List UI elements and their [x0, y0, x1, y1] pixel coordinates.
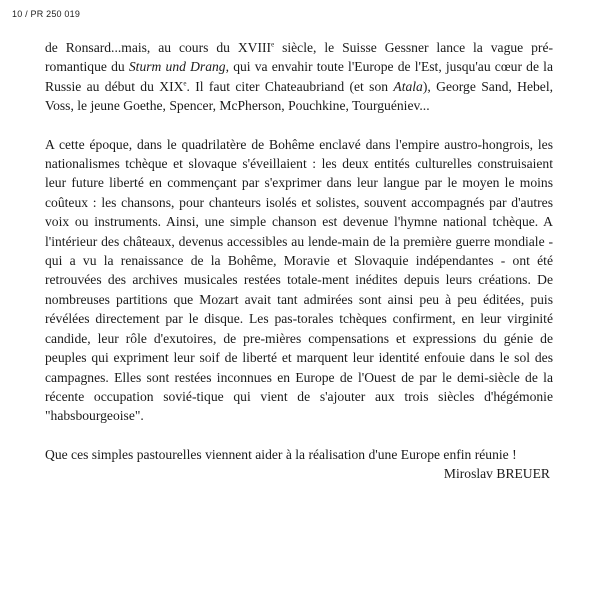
italic-title: Atala — [393, 78, 423, 94]
page-code: 10 / PR 250 019 — [12, 9, 81, 19]
text-segment: de Ronsard...mais, au cours du XVIII — [45, 40, 272, 55]
text-segment: . Il faut citer Chateaubriand (et son — [186, 78, 394, 94]
paragraph-intro — [45, 38, 553, 116]
paragraph-closing: Que ces simples pastourelles viennent aider à la réalisation d'une Europe enfin réunie ! — [45, 446, 517, 462]
paragraph-bohemia: A cette époque, dans le quadrilatère de Bohême enclavé dans l'empire austro-hongrois, les nationalismes tchèque et slovaque s'éveillaient : les deux entités culturelles construisaient leur future liberté en commençant par s'exprimer dans leur langue par le moyen le moins coûteux : les chansons, pour chanteurs isolés et solistes, souvent accompagnés par d'autres voix ou instruments. Ainsi, une simple chanson est devenue l'hymne national tchèque. A l'intérieur des châteaux, devenus accessibles au lende-main de la première guerre mondiale - qui a vu la renaissance de la Bohême, Moravie et Slovaquie indépendantes - ont été retrouvées des archives musicales restées totale-ment inédites depuis leurs créations. De nombreuses partitions que Mozart avait tant admirées sont ainsi peu à peu éditées, puis révélées directement par le disque. Les pas-torales tchèques confirment, en leur virginité candide, leur rôle d'exutoires, de pre-mières compensations et expressions du génie de peuples qui expriment leur soif de liberté et marquent leur identité enfouie dans le sol des campagnes. Elles sont restées inconnues en Europe de l'Ouest de par le demi-siècle de la récente occupation sovié-tique qui vient de s'ajouter aux trois siècles d'hégémonie "habsbourgeoise". — [45, 136, 553, 424]
text-segment: ), George Sand, Hebel, Voss, le jeune Goethe, Spencer, McPherson, Pouchkine, Tourguéniev... — [45, 78, 554, 114]
superscript: e — [183, 79, 187, 88]
text-segment: siècle, le Suisse Gessner lance la vague pré-romantique du — [45, 40, 553, 75]
italic-title: Sturm und Drang — [128, 59, 226, 75]
text-segment: , qui va envahir toute l'Europe de l'Est, jusqu'au cœur de la Russie au début du XIX — [45, 59, 553, 94]
superscript: e — [271, 40, 275, 49]
author-signature: Miroslav BREUER — [443, 466, 550, 482]
article-body — [45, 38, 553, 484]
